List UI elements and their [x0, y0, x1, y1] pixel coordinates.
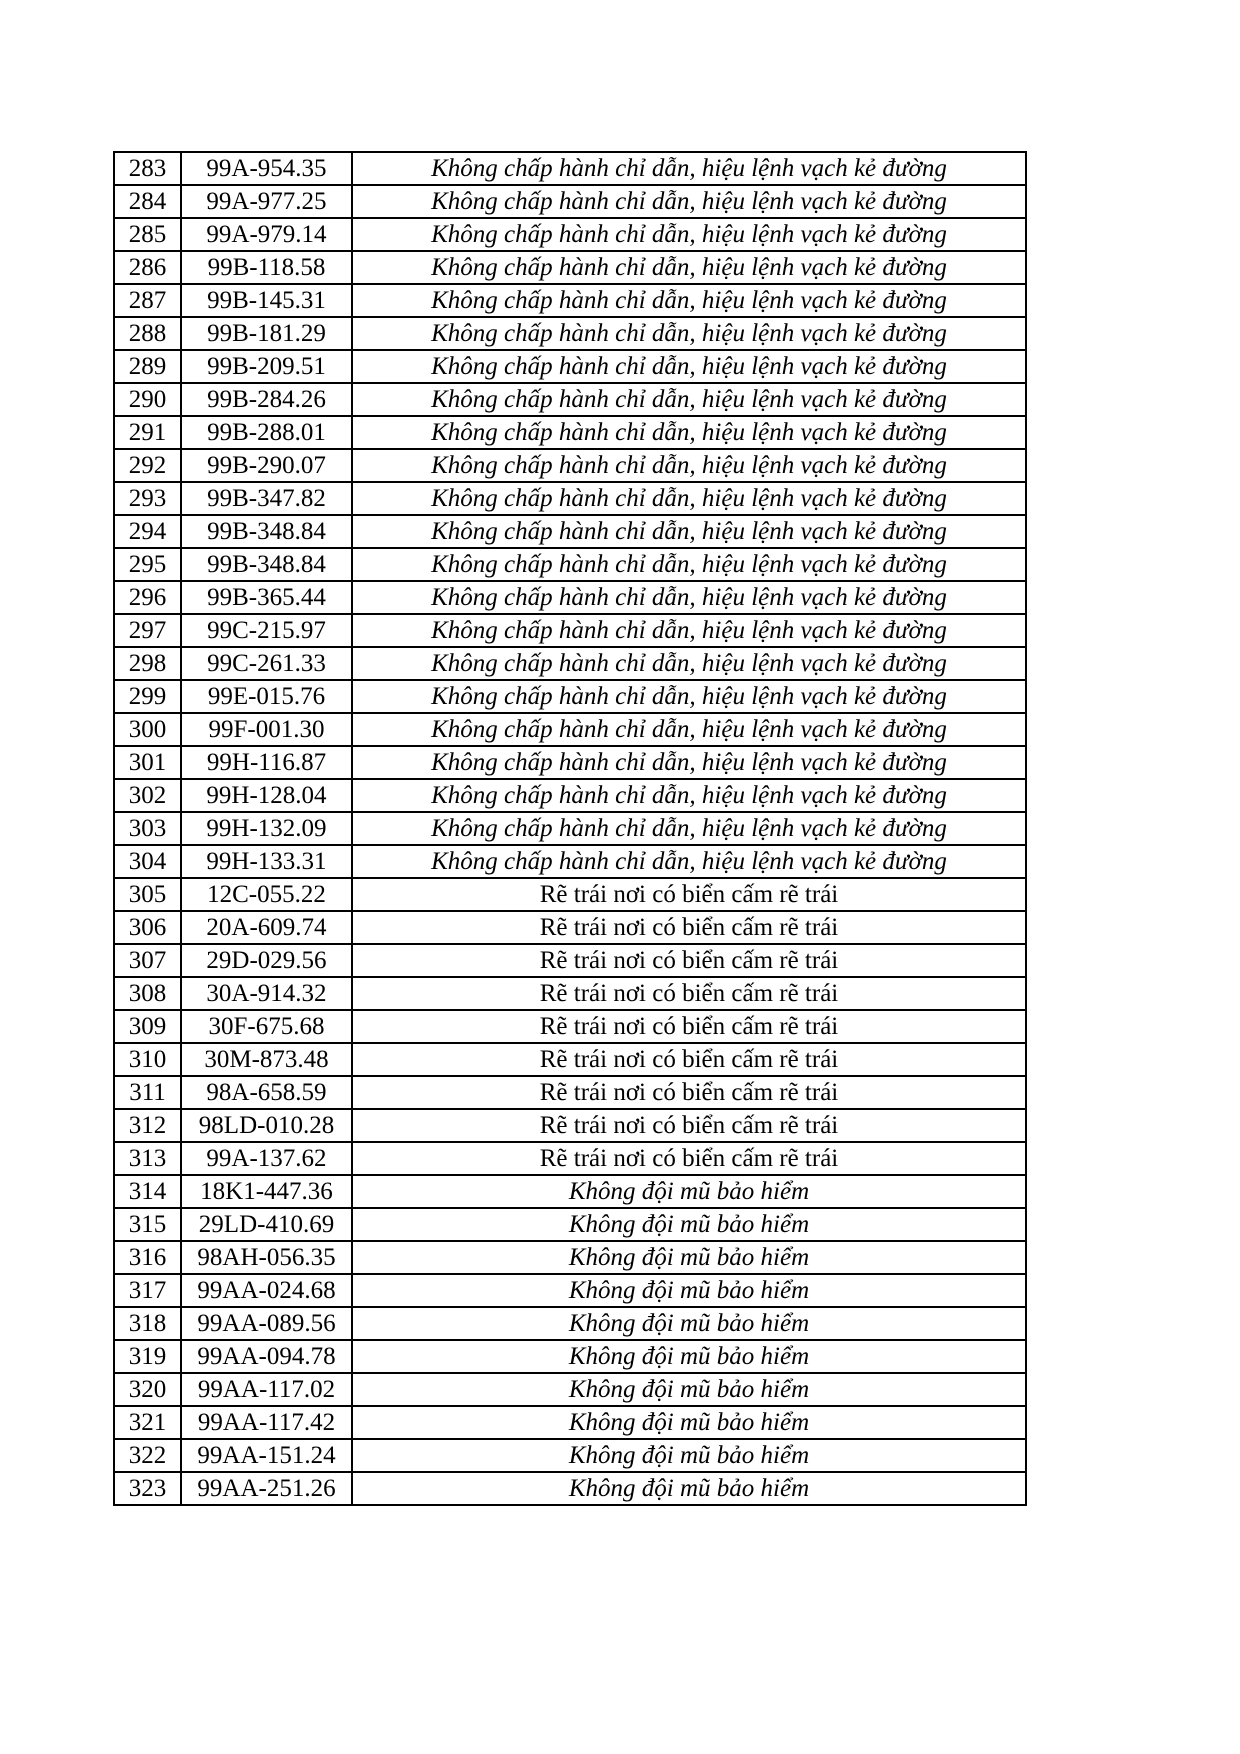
- license-plate-cell: 30F-675.68: [181, 1010, 352, 1043]
- license-plate-cell: 99AA-251.26: [181, 1472, 352, 1505]
- license-plate-cell: 99B-365.44: [181, 581, 352, 614]
- violation-cell: Rẽ trái nơi có biển cấm rẽ trái: [352, 944, 1026, 977]
- violation-cell: Không chấp hành chỉ dẫn, hiệu lệnh vạch kẻ đường: [352, 350, 1026, 383]
- table-row: [114, 680, 1026, 713]
- row-number-cell: 305: [114, 878, 181, 911]
- license-plate-cell: 29LD-410.69: [181, 1208, 352, 1241]
- violation-cell: Không đội mũ bảo hiểm: [352, 1406, 1026, 1439]
- row-number-cell: 298: [114, 647, 181, 680]
- row-number-cell: 300: [114, 713, 181, 746]
- table-row: [114, 1373, 1026, 1406]
- table-row: [114, 482, 1026, 515]
- row-number-cell: 296: [114, 581, 181, 614]
- violation-cell: Không đội mũ bảo hiểm: [352, 1274, 1026, 1307]
- license-plate-cell: 99A-137.62: [181, 1142, 352, 1175]
- row-number-cell: 297: [114, 614, 181, 647]
- violation-cell: Không chấp hành chỉ dẫn, hiệu lệnh vạch kẻ đường: [352, 713, 1026, 746]
- row-number-cell: 288: [114, 317, 181, 350]
- violation-cell: Không đội mũ bảo hiểm: [352, 1472, 1026, 1505]
- row-number-cell: 285: [114, 218, 181, 251]
- table-row: [114, 515, 1026, 548]
- row-number-cell: 306: [114, 911, 181, 944]
- violation-cell: Không chấp hành chỉ dẫn, hiệu lệnh vạch kẻ đường: [352, 284, 1026, 317]
- row-number-cell: 289: [114, 350, 181, 383]
- table-row: [114, 218, 1026, 251]
- row-number-cell: 307: [114, 944, 181, 977]
- table-row: [114, 1010, 1026, 1043]
- table-row: [114, 1076, 1026, 1109]
- row-number-cell: 286: [114, 251, 181, 284]
- license-plate-cell: 99B-347.82: [181, 482, 352, 515]
- table-row: [114, 317, 1026, 350]
- row-number-cell: 295: [114, 548, 181, 581]
- table-row: [114, 647, 1026, 680]
- license-plate-cell: 99C-261.33: [181, 647, 352, 680]
- violation-cell: Rẽ trái nơi có biển cấm rẽ trái: [352, 1076, 1026, 1109]
- violation-cell: Không chấp hành chỉ dẫn, hiệu lệnh vạch kẻ đường: [352, 548, 1026, 581]
- license-plate-cell: 99B-209.51: [181, 350, 352, 383]
- row-number-cell: 314: [114, 1175, 181, 1208]
- license-plate-cell: 98LD-010.28: [181, 1109, 352, 1142]
- violation-cell: Rẽ trái nơi có biển cấm rẽ trái: [352, 977, 1026, 1010]
- row-number-cell: 317: [114, 1274, 181, 1307]
- license-plate-cell: 99AA-024.68: [181, 1274, 352, 1307]
- license-plate-cell: 99B-181.29: [181, 317, 352, 350]
- table-row: [114, 614, 1026, 647]
- row-number-cell: 284: [114, 185, 181, 218]
- violation-cell: Không đội mũ bảo hiểm: [352, 1208, 1026, 1241]
- row-number-cell: 320: [114, 1373, 181, 1406]
- row-number-cell: 311: [114, 1076, 181, 1109]
- table-row: [114, 1043, 1026, 1076]
- license-plate-cell: 99B-284.26: [181, 383, 352, 416]
- row-number-cell: 316: [114, 1241, 181, 1274]
- row-number-cell: 302: [114, 779, 181, 812]
- table-row: [114, 1406, 1026, 1439]
- row-number-cell: 293: [114, 482, 181, 515]
- row-number-cell: 315: [114, 1208, 181, 1241]
- row-number-cell: 323: [114, 1472, 181, 1505]
- license-plate-cell: 99AA-151.24: [181, 1439, 352, 1472]
- violation-cell: Không chấp hành chỉ dẫn, hiệu lệnh vạch kẻ đường: [352, 515, 1026, 548]
- table-row: [114, 1175, 1026, 1208]
- row-number-cell: 301: [114, 746, 181, 779]
- table-row: [114, 1472, 1026, 1505]
- table-row: [114, 449, 1026, 482]
- table-row: [114, 1340, 1026, 1373]
- table-row: [114, 779, 1026, 812]
- row-number-cell: 303: [114, 812, 181, 845]
- table-row: [114, 1142, 1026, 1175]
- row-number-cell: 313: [114, 1142, 181, 1175]
- table-row: [114, 581, 1026, 614]
- license-plate-cell: 99AA-117.02: [181, 1373, 352, 1406]
- table-row: [114, 284, 1026, 317]
- violation-cell: Không chấp hành chỉ dẫn, hiệu lệnh vạch kẻ đường: [352, 779, 1026, 812]
- violation-cell: Không đội mũ bảo hiểm: [352, 1340, 1026, 1373]
- license-plate-cell: 99B-288.01: [181, 416, 352, 449]
- violation-cell: Không chấp hành chỉ dẫn, hiệu lệnh vạch kẻ đường: [352, 152, 1026, 185]
- license-plate-cell: 20A-609.74: [181, 911, 352, 944]
- row-number-cell: 299: [114, 680, 181, 713]
- table-row: [114, 812, 1026, 845]
- license-plate-cell: 99H-132.09: [181, 812, 352, 845]
- license-plate-cell: 98A-658.59: [181, 1076, 352, 1109]
- violation-cell: Không chấp hành chỉ dẫn, hiệu lệnh vạch kẻ đường: [352, 218, 1026, 251]
- violation-cell: Rẽ trái nơi có biển cấm rẽ trái: [352, 1109, 1026, 1142]
- license-plate-cell: 99A-979.14: [181, 218, 352, 251]
- license-plate-cell: 29D-029.56: [181, 944, 352, 977]
- violation-cell: Không đội mũ bảo hiểm: [352, 1307, 1026, 1340]
- license-plate-cell: 99F-001.30: [181, 713, 352, 746]
- table-row: [114, 713, 1026, 746]
- table-row: [114, 251, 1026, 284]
- license-plate-cell: 30M-873.48: [181, 1043, 352, 1076]
- violation-cell: Không chấp hành chỉ dẫn, hiệu lệnh vạch kẻ đường: [352, 317, 1026, 350]
- violation-cell: Không chấp hành chỉ dẫn, hiệu lệnh vạch kẻ đường: [352, 383, 1026, 416]
- violation-cell: Rẽ trái nơi có biển cấm rẽ trái: [352, 1043, 1026, 1076]
- row-number-cell: 321: [114, 1406, 181, 1439]
- violation-cell: Không chấp hành chỉ dẫn, hiệu lệnh vạch kẻ đường: [352, 449, 1026, 482]
- table-row: [114, 746, 1026, 779]
- table-row: [114, 152, 1026, 185]
- violation-cell: Không chấp hành chỉ dẫn, hiệu lệnh vạch kẻ đường: [352, 845, 1026, 878]
- violation-cell: Không đội mũ bảo hiểm: [352, 1439, 1026, 1472]
- license-plate-cell: 99B-118.58: [181, 251, 352, 284]
- violation-cell: Không đội mũ bảo hiểm: [352, 1175, 1026, 1208]
- table-row: [114, 845, 1026, 878]
- table-row: [114, 1439, 1026, 1472]
- violation-cell: Không chấp hành chỉ dẫn, hiệu lệnh vạch kẻ đường: [352, 812, 1026, 845]
- license-plate-cell: 99H-128.04: [181, 779, 352, 812]
- license-plate-cell: 30A-914.32: [181, 977, 352, 1010]
- row-number-cell: 292: [114, 449, 181, 482]
- violation-cell: Không chấp hành chỉ dẫn, hiệu lệnh vạch kẻ đường: [352, 251, 1026, 284]
- license-plate-cell: 99H-133.31: [181, 845, 352, 878]
- row-number-cell: 304: [114, 845, 181, 878]
- violation-cell: Rẽ trái nơi có biển cấm rẽ trái: [352, 911, 1026, 944]
- violation-cell: Không chấp hành chỉ dẫn, hiệu lệnh vạch kẻ đường: [352, 482, 1026, 515]
- table-row: [114, 1274, 1026, 1307]
- license-plate-cell: 98AH-056.35: [181, 1241, 352, 1274]
- table-row: [114, 1241, 1026, 1274]
- violation-cell: Không chấp hành chỉ dẫn, hiệu lệnh vạch kẻ đường: [352, 185, 1026, 218]
- violation-cell: Không chấp hành chỉ dẫn, hiệu lệnh vạch kẻ đường: [352, 581, 1026, 614]
- row-number-cell: 309: [114, 1010, 181, 1043]
- row-number-cell: 291: [114, 416, 181, 449]
- row-number-cell: 308: [114, 977, 181, 1010]
- table-row: [114, 977, 1026, 1010]
- row-number-cell: 294: [114, 515, 181, 548]
- table-row: [114, 911, 1026, 944]
- violation-cell: Rẽ trái nơi có biển cấm rẽ trái: [352, 1010, 1026, 1043]
- table-row: [114, 944, 1026, 977]
- license-plate-cell: 99H-116.87: [181, 746, 352, 779]
- table-row: [114, 878, 1026, 911]
- violation-cell: Không chấp hành chỉ dẫn, hiệu lệnh vạch kẻ đường: [352, 614, 1026, 647]
- license-plate-cell: 99B-348.84: [181, 515, 352, 548]
- violation-cell: Không chấp hành chỉ dẫn, hiệu lệnh vạch kẻ đường: [352, 746, 1026, 779]
- row-number-cell: 318: [114, 1307, 181, 1340]
- row-number-cell: 287: [114, 284, 181, 317]
- violation-cell: Rẽ trái nơi có biển cấm rẽ trái: [352, 1142, 1026, 1175]
- violations-table-body: [114, 152, 1026, 1505]
- license-plate-cell: 99AA-094.78: [181, 1340, 352, 1373]
- license-plate-cell: 99A-977.25: [181, 185, 352, 218]
- license-plate-cell: 99A-954.35: [181, 152, 352, 185]
- license-plate-cell: 99B-290.07: [181, 449, 352, 482]
- license-plate-cell: 99C-215.97: [181, 614, 352, 647]
- license-plate-cell: 18K1-447.36: [181, 1175, 352, 1208]
- license-plate-cell: 99AA-117.42: [181, 1406, 352, 1439]
- violation-cell: Rẽ trái nơi có biển cấm rẽ trái: [352, 878, 1026, 911]
- table-row: [114, 383, 1026, 416]
- row-number-cell: 322: [114, 1439, 181, 1472]
- table-row: [114, 350, 1026, 383]
- row-number-cell: 312: [114, 1109, 181, 1142]
- row-number-cell: 283: [114, 152, 181, 185]
- row-number-cell: 290: [114, 383, 181, 416]
- table-row: [114, 185, 1026, 218]
- row-number-cell: 319: [114, 1340, 181, 1373]
- violation-cell: Không đội mũ bảo hiểm: [352, 1373, 1026, 1406]
- violations-table: [113, 151, 1027, 1506]
- table-row: [114, 1208, 1026, 1241]
- violation-cell: Không chấp hành chỉ dẫn, hiệu lệnh vạch kẻ đường: [352, 416, 1026, 449]
- license-plate-cell: 99B-145.31: [181, 284, 352, 317]
- license-plate-cell: 99B-348.84: [181, 548, 352, 581]
- table-row: [114, 1109, 1026, 1142]
- violation-cell: Không chấp hành chỉ dẫn, hiệu lệnh vạch kẻ đường: [352, 680, 1026, 713]
- table-row: [114, 548, 1026, 581]
- violation-cell: Không đội mũ bảo hiểm: [352, 1241, 1026, 1274]
- violation-cell: Không chấp hành chỉ dẫn, hiệu lệnh vạch kẻ đường: [352, 647, 1026, 680]
- table-row: [114, 416, 1026, 449]
- row-number-cell: 310: [114, 1043, 181, 1076]
- license-plate-cell: 12C-055.22: [181, 878, 352, 911]
- license-plate-cell: 99AA-089.56: [181, 1307, 352, 1340]
- license-plate-cell: 99E-015.76: [181, 680, 352, 713]
- table-row: [114, 1307, 1026, 1340]
